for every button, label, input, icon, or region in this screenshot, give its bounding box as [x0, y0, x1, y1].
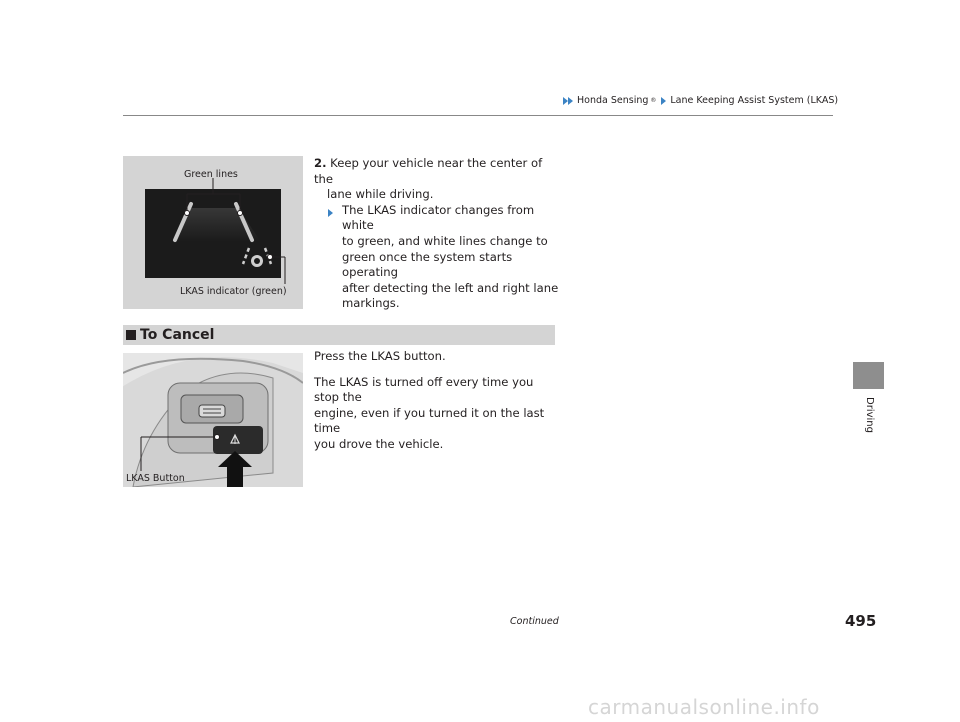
steering-wheel-illustration	[123, 353, 303, 487]
section-title: To Cancel	[140, 327, 215, 343]
step-text-line2: lane while driving.	[327, 187, 434, 202]
chapter-tab-label: Driving	[864, 397, 875, 433]
breadcrumb-item-lkas[interactable]: Lane Keeping Assist System (LKAS)	[670, 95, 839, 106]
header-rule	[123, 115, 833, 116]
green-lines-label: Green lines	[184, 169, 238, 180]
watermark: carmanualsonline.info	[588, 695, 820, 719]
step-2	[314, 156, 564, 312]
lkas-button-label: LKAS Button	[126, 473, 185, 484]
breadcrumb	[560, 95, 838, 106]
step-text-line1: Keep your vehicle near the center of the	[314, 156, 543, 186]
result-line: to green, and white lines change to	[342, 233, 548, 248]
section-square-icon	[126, 330, 136, 340]
continued-note: Continued	[510, 616, 559, 627]
result-line: green once the system starts operating	[342, 249, 513, 280]
breadcrumb-arrow-icon	[661, 97, 666, 105]
paragraph-line: you drove the vehicle.	[314, 436, 444, 451]
breadcrumb-arrow-icon	[563, 97, 573, 105]
registered-mark: ®	[650, 97, 657, 104]
chapter-tab[interactable]	[853, 362, 884, 389]
step-result	[314, 203, 564, 312]
paragraph-line: engine, even if you turned it on the last time	[314, 405, 545, 436]
paragraph-line: The LKAS is turned off every time you stop the	[314, 374, 534, 405]
step-number: 2.	[314, 156, 327, 170]
result-line: markings.	[342, 296, 400, 311]
cancel-instructions	[314, 349, 559, 453]
lkas-indicator-label: LKAS indicator (green)	[180, 286, 287, 297]
page-number: 495	[845, 612, 877, 630]
paragraph-turned-off	[314, 375, 559, 453]
result-arrow-icon	[328, 206, 333, 222]
result-line: The LKAS indicator changes from white	[342, 202, 535, 233]
lkas-indicator-figure	[123, 156, 303, 309]
result-line: after detecting the left and right lane	[342, 280, 559, 295]
breadcrumb-item-honda-sensing[interactable]: Honda Sensing	[577, 95, 649, 106]
lkas-button-figure	[123, 353, 303, 487]
paragraph-press-button: Press the LKAS button.	[314, 349, 446, 363]
section-heading-to-cancel	[123, 325, 555, 345]
